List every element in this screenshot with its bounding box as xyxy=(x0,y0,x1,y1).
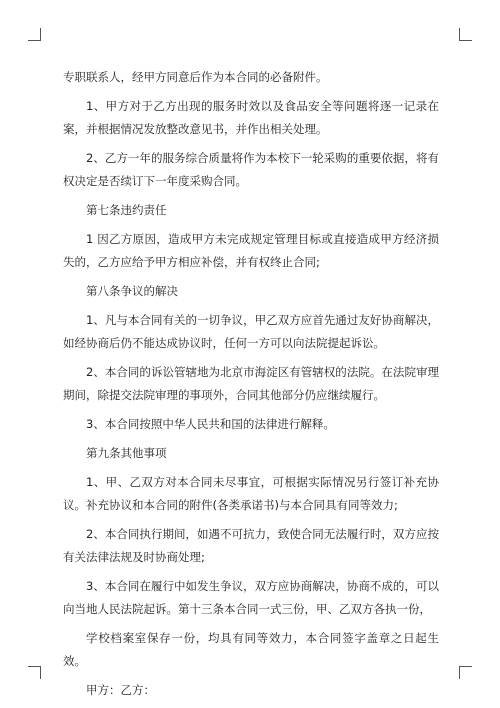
crop-mark-bottom-right xyxy=(459,666,472,679)
paragraph-supplementary-agreement: 1、甲、乙双方对本合同未尽事宜，可根据实际情况另行签订补充协议。补充协议和本合同的附件(各类承诺书)与本合同具有同等效力; xyxy=(63,475,439,512)
paragraph-service-record: 1、甲方对于乙方出现的服务时效以及食品安全等问题将逐一记录在案，并根据情况发放整改意见书，并作出相关处理。 xyxy=(63,99,439,136)
paragraph-governing-law: 3、本合同按照中华人民共和国的法律进行解释。 xyxy=(86,417,335,431)
section-heading-article-9: 第九条其他事项 xyxy=(86,446,167,460)
paragraph-force-majeure: 2、本合同执行期间，如遇不可抗力，致使合同无法履行时，双方应按有关法律法规及时协商处理; xyxy=(63,527,439,564)
paragraph-copies-effective: 学校档案室保存一份，均具有同等效力，本合同签字盖章之日起生效。 xyxy=(63,631,439,668)
section-heading-article-7: 第七条违约责任 xyxy=(86,203,167,217)
crop-mark-bottom-left xyxy=(28,666,41,679)
paragraph-dispute-negotiation: 1、凡与本合同有关的一切争议，甲乙双方应首先通过友好协商解决，如经协商后仍不能达成协议时，任何一方可以向法院提起诉讼。 xyxy=(63,313,439,350)
signature-line: 甲方：乙方： xyxy=(86,683,155,697)
crop-mark-top-right xyxy=(459,28,472,41)
document-body xyxy=(63,66,439,708)
paragraph-service-quality: 2、乙方一年的服务综合质量将作为本校下一轮采购的重要依据，将有权决定是否续订下一年度采购合同。 xyxy=(63,151,439,188)
paragraph-contact-attachment: 专职联系人，经甲方同意后作为本合同的必备附件。 xyxy=(63,70,328,84)
paragraph-jurisdiction: 2、本合同的诉讼管辖地为北京市海淀区有管辖权的法院。在法院审理期间，除提交法院审理的事项外，合同其他部分仍应继续履行。 xyxy=(63,365,439,402)
paragraph-dispute-court: 3、本合同在履行中如发生争议，双方应协商解决，协商不成的，可以向当地人民法院起诉。第十三条本合同一式三份，甲、乙双方各执一份， xyxy=(63,579,439,616)
paragraph-breach-compensation: 1 因乙方原因，造成甲方未完成规定管理目标或直接造成甲方经济损失的，乙方应给予甲方相应补偿，并有权终止合同; xyxy=(63,232,439,269)
crop-mark-top-left xyxy=(28,28,41,41)
section-heading-article-8: 第八条争议的解决 xyxy=(86,284,178,298)
